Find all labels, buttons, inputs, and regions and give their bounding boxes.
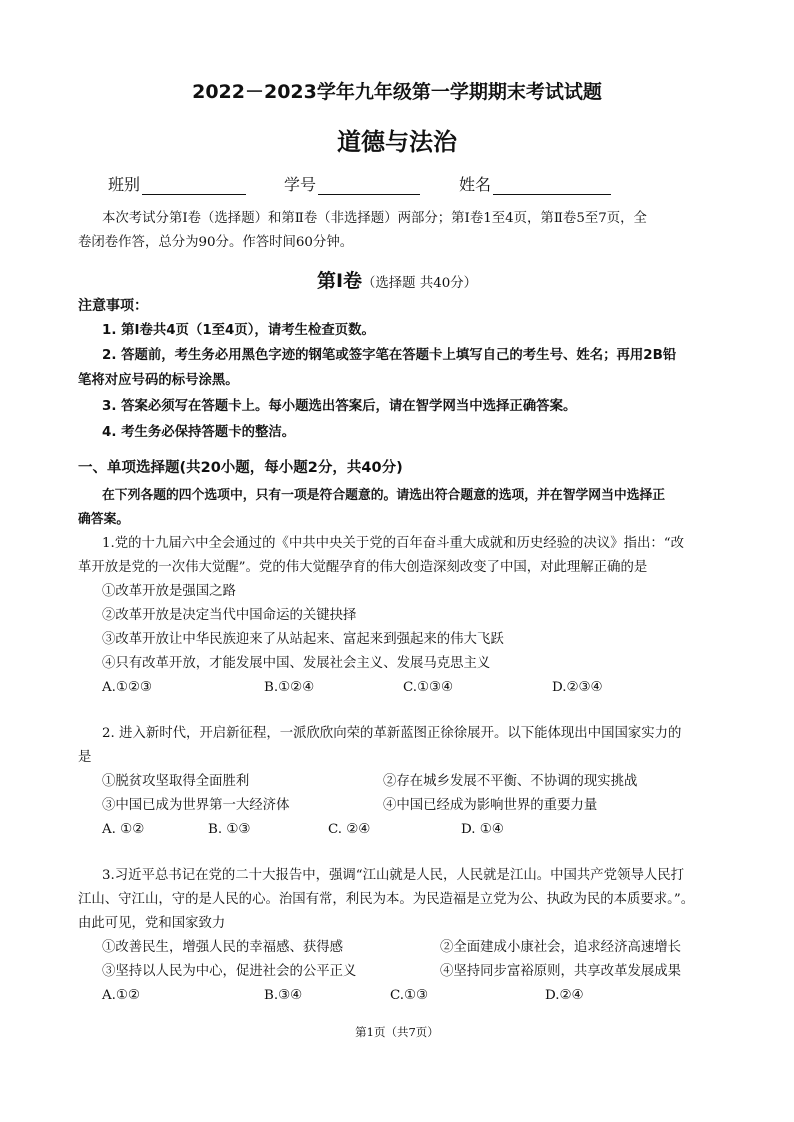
q2-option-c[interactable]: C. ②④ bbox=[328, 822, 371, 837]
q1-statement-3: ③改革开放让中华民族迎来了从站起来、富起来到强起来的伟大飞跃 bbox=[102, 632, 504, 647]
section-instruction: 在下列各题的四个选项中，只有一项是符合题意的。请选出符合题意的选项，并在智学网当中选择正 bbox=[102, 488, 666, 503]
q3-statement-4: ④坚持同步富裕原则，共享改革发展成果 bbox=[440, 964, 682, 979]
number-label: 学号 bbox=[284, 175, 317, 194]
q3-stem-3: 由此可见，党和国家致力 bbox=[78, 916, 226, 931]
page-footer: 第1页（共7页） bbox=[355, 1025, 439, 1039]
number-blank bbox=[318, 177, 420, 195]
q2-stem-1: 2. 进入新时代，开启新征程，一派欣欣向荣的革新蓝图正徐徐展开。以下能体现出中国国家实力的 bbox=[102, 726, 682, 741]
q1-option-d[interactable]: D.②③④ bbox=[552, 680, 603, 695]
q3-stem-1: 3.习近平总书记在党的二十大报告中，强调“江山就是人民，人民就是江山。中国共产党领导人民打 bbox=[102, 868, 685, 883]
name-blank bbox=[493, 177, 611, 195]
q1-option-c[interactable]: C.①③④ bbox=[403, 680, 454, 695]
q1-statement-2: ②改革开放是决定当代中国命运的关键抉择 bbox=[102, 608, 357, 623]
volume-heading bbox=[0, 266, 794, 293]
q2-statement-1: ①脱贫攻坚取得全面胜利 bbox=[102, 774, 250, 789]
q1-stem-1: 1.党的十九届六中全会通过的《中共中央关于党的百年奋斗重大成就和历史经验的决议》指出：“改 bbox=[102, 536, 685, 551]
notice-item-2-cont: 笔将对应号码的标号涂黑。 bbox=[78, 373, 239, 388]
intro-line-1: 本次考试分第Ⅰ卷（选择题）和第Ⅱ卷（非选择题）两部分；第Ⅰ卷1至4页，第Ⅱ卷5至7页，全 bbox=[102, 211, 647, 226]
q2-statement-4: ④中国已经成为影响世界的重要力量 bbox=[383, 798, 598, 813]
class-blank bbox=[142, 177, 246, 195]
q3-option-b[interactable]: B.③④ bbox=[264, 988, 303, 1003]
notice-item-4: 4. 考生务必保持答题卡的整洁。 bbox=[102, 425, 296, 440]
name-label: 姓名 bbox=[459, 175, 492, 194]
notice-item-2: 2. 答题前，考生务必用黑色字迹的钢笔或签字笔在答题卡上填写自己的考生号、姓名；再用2B铅 bbox=[102, 348, 677, 363]
q3-stem-2: 江山、守江山，守的是人民的心。治国有常，利民为本。为民造福是立党为公、执政为民的本质要求。”。 bbox=[78, 892, 695, 907]
section-heading: 一、单项选择题(共20小题，每小题2分，共40分) bbox=[78, 460, 403, 476]
q3-option-d[interactable]: D.②④ bbox=[545, 988, 584, 1003]
q3-option-a[interactable]: A.①② bbox=[102, 988, 140, 1003]
notice-item-1: 1. 第Ⅰ卷共4页（1至4页），请考生检查页数。 bbox=[102, 323, 375, 338]
notice-heading: 注意事项： bbox=[78, 298, 148, 314]
q1-statement-1: ①改革开放是强国之路 bbox=[102, 584, 236, 599]
q2-statement-3: ③中国已成为世界第一大经济体 bbox=[102, 798, 290, 813]
q1-option-b[interactable]: B.①②④ bbox=[264, 680, 315, 695]
q2-stem-2: 是 bbox=[78, 750, 92, 765]
q2-option-b[interactable]: B. ①③ bbox=[208, 822, 251, 837]
subject-title: 道德与法治 bbox=[337, 128, 457, 156]
volume-title: 第Ⅰ卷 bbox=[316, 270, 363, 292]
notice-item-3: 3. 答案必须写在答题卡上。每小题选出答案后，请在智学网当中选择正确答案。 bbox=[102, 399, 577, 414]
q2-option-d[interactable]: D. ①④ bbox=[461, 822, 504, 837]
q3-statement-1: ①改善民生，增强人民的幸福感、获得感 bbox=[102, 940, 344, 955]
q3-option-c[interactable]: C.①③ bbox=[390, 988, 429, 1003]
class-field bbox=[108, 172, 246, 195]
name-field bbox=[459, 172, 611, 195]
q1-stem-2: 革开放是党的一次伟大觉醒”。党的伟大觉醒孕育的伟大创造深刻改变了中国，对此理解正确的是 bbox=[78, 560, 648, 575]
section-instruction-cont: 确答案。 bbox=[78, 512, 130, 527]
q2-option-a[interactable]: A. ①② bbox=[102, 822, 145, 837]
q2-statement-2: ②存在城乡发展不平衡、不协调的现实挑战 bbox=[383, 774, 638, 789]
q1-statement-4: ④只有改革开放，才能发展中国、发展社会主义、发展马克思主义 bbox=[102, 656, 491, 671]
exam-title: 2022－2023学年九年级第一学期期末考试试题 bbox=[192, 81, 602, 103]
class-label: 班别 bbox=[108, 175, 141, 194]
q3-statement-3: ③坚持以人民为中心，促进社会的公平正义 bbox=[102, 964, 357, 979]
volume-note: （选择题 共40分） bbox=[362, 276, 478, 291]
q1-option-a[interactable]: A.①②③ bbox=[102, 680, 152, 695]
intro-line-2: 卷闭卷作答，总分为90分。作答时间60分钟。 bbox=[78, 235, 354, 250]
q3-statement-2: ②全面建成小康社会，追求经济高速增长 bbox=[440, 940, 682, 955]
number-field bbox=[284, 172, 420, 195]
